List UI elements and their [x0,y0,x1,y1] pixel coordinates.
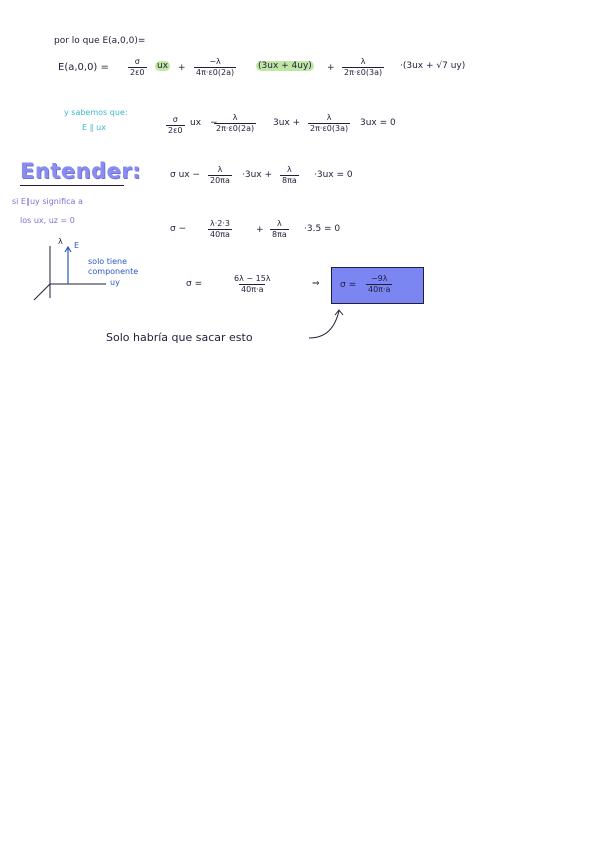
footnote-text: Solo habría que sacar esto [106,331,253,344]
eq2-f1-num: σ [172,115,178,124]
eq1-term-3: ·(3ux + √7 uy) [400,61,466,71]
eq4-tail: ·3.5 = 0 [304,224,341,234]
eq4-start: σ − [170,224,187,234]
eq1-f2-num: −λ [209,57,221,66]
eq3-mid: ·3ux + [242,170,273,180]
eq5-start: σ = [186,279,203,289]
eq3-tail: ·3ux = 0 [314,170,353,180]
eq1-fraction-1 [128,58,147,77]
eq5-implies: ⇒ [312,279,320,289]
eq1-plus-1: + [178,63,186,73]
note-violet-line2: los ux, uz = 0 [20,216,75,225]
eq1-f1-den: 2ε0 [130,68,145,77]
diagram-note-2: componente [88,267,139,276]
eq1-f1-num: σ [134,57,140,66]
result-box [331,267,424,304]
eq5-den: 40π·a [241,285,264,294]
result-lhs: σ = [340,280,357,290]
eq3-fraction-1 [208,166,232,185]
eq1-f3-num: λ [360,57,366,66]
eq1-plus-2: + [327,63,335,73]
eq3-f1-num: λ [217,165,223,174]
eq2-fraction-3 [308,114,350,133]
result-den: 40π·a [368,285,391,294]
result-num: −9λ [370,274,388,283]
title-underline [20,185,124,186]
eq5-num: 6λ − 15λ [234,274,271,283]
eq4-f1-den: 40πa [210,230,230,239]
eq2-f1-den: 2ε0 [168,126,183,135]
note-violet-line1: si E∥uy significa a [12,197,83,206]
eq2-f3-den: 2π·ε0(3a) [310,124,349,133]
eq3-f2-den: 8πa [282,176,297,185]
eq3-f1-den: 20πa [210,176,230,185]
eq1-f2-den: 4π·ε0(2a) [196,68,235,77]
note-teal-line1: y sabemos que: [64,108,128,117]
eq2-f2-num: λ [232,113,238,122]
diagram-note-1: solo tiene [88,257,127,266]
eq2-ux: ux [190,118,202,128]
eq3-f2-num: λ [287,165,292,174]
eq2-fraction-1 [166,116,185,135]
eq3-fraction-2 [280,166,299,185]
eq5-fraction [232,275,273,294]
eq4-f2-den: 8πa [272,230,287,239]
eq1-fraction-2 [194,58,236,77]
section-title: Entender: [20,159,142,183]
depth-axis [34,284,50,300]
eq2-fraction-2 [214,114,256,133]
eq4-fraction-2 [270,220,289,239]
eq1-lhs: E(a,0,0) = [58,62,109,73]
e-label: E [74,241,80,250]
eq1-term-2: (3ux + 4uy) [258,61,312,71]
eq2-tail: 3ux = 0 [360,118,396,128]
result-fraction [366,275,392,294]
footnote-arrow [305,305,355,345]
eq4-f1-num: λ·2·3 [210,219,230,228]
eq1-ux-highlight: ux [157,61,169,71]
eq1-f3-den: 2π·ε0(3a) [344,68,383,77]
diagram-note-3: uy [110,278,120,287]
eq4-fraction-1 [208,220,232,239]
eq4-plus: + [256,225,264,235]
eq2-f3-num: λ [326,113,332,122]
eq3-start: σ ux − [170,170,200,180]
note-teal-line2: E ∥ ux [82,123,106,132]
eq1-fraction-3 [342,58,384,77]
eq2-minus: − [210,118,218,128]
eq2-mid: 3ux + [273,118,301,128]
intro-text: por lo que E(a,0,0)= [54,36,146,46]
lambda-label: λ [58,237,63,246]
eq4-f2-num: λ [277,219,282,228]
eq2-f2-den: 2π·ε0(2a) [216,124,255,133]
